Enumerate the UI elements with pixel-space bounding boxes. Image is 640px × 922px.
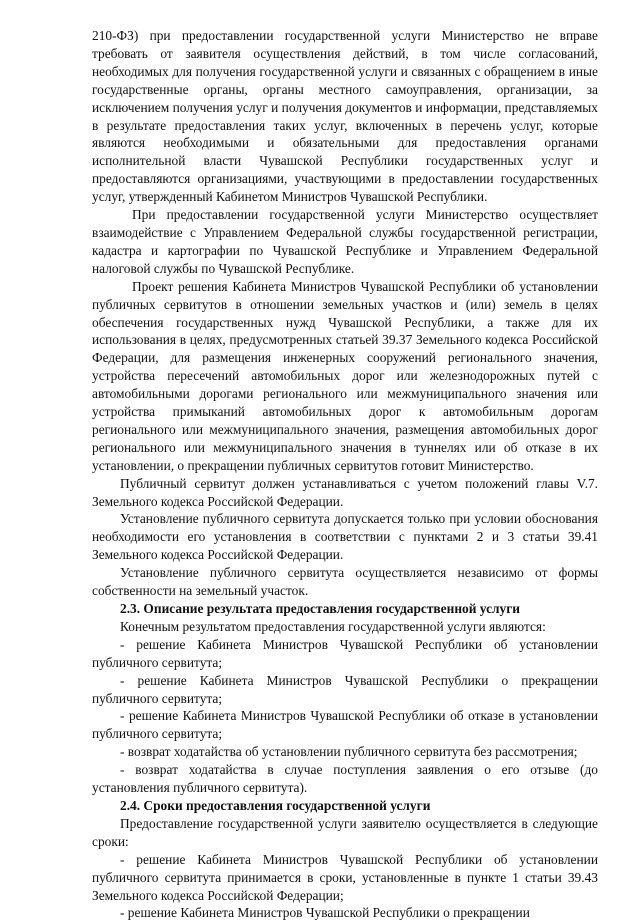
paragraph-terms-intro: Предоставление государственной услуги заявителю осуществляется в следующие сроки: — [92, 815, 598, 849]
list-item: - решение Кабинета Министров Чувашской Республики о прекращении — [120, 905, 530, 921]
paragraph-public-servitude: Публичный сервитут должен устанавливаться с учетом положений главы V.7. Земельного кодекса Российской Федерации. — [92, 475, 598, 509]
paragraph-continuation: 210-ФЗ) при предоставлении государственной услуги Министерство не вправе требовать от заявителя осуществления действий, в том числе согласований, необходимых для получения государственной услуги и связанных с обращением в иные государственные органы, органы местного самоуправления, организации, за исключением получения услуг и получения документов и информации, представляемых в результате предоставления таких услуг, включенных в перечень услуг, которые являются необходимыми и обязательными для предоставления органами исполнительной власти Чувашской Республики государственных услуг и предоставляются организациями, участвующими в предоставлении государственных услуг, утвержденный Кабинетом Министров Чувашской Республики. — [92, 28, 598, 205]
paragraph-results-intro: Конечным результатом предоставления государственной услуги являются: — [120, 618, 546, 634]
paragraph-draft-decision: Проект решения Кабинета Министров Чувашской Республики об установлении публичных сервитутов в отношении земельных участков и (или) земель в целях обеспечения государственных нужд Чувашской Республики, а также для их использования в целях, предусмотренных статьей 39.37 Земельного кодекса Российской Федерации, для размещения инженерных сооружений регионального значения, устройства пересечений автомобильных дорог или железнодорожных путей с автомобильными дорогами регионального или межмуниципального значения или устройства примыканий автомобильных дорог к автомобильным дорогам регионального или межмуниципального значения, размещения автомобильных дорог регионального или межмуниципального значения в туннелях или об отказе в их установлении, о прекращении публичных сервитутов готовит Министерство. — [92, 278, 598, 473]
paragraph-servitude-condition: Установление публичного сервитута допускается только при условии обоснования необходимости его установления в соответствии с пунктами 2 и 3 статьи 39.41 Земельного кодекса Российской Федерации. — [92, 511, 598, 563]
list-item: - решение Кабинета Министров Чувашской Республики об установлении публичного сервитута; — [92, 636, 598, 670]
list-item: - решение Кабинета Министров Чувашской Республики об отказе в установлении публичного сервитута; — [92, 708, 598, 742]
list-item: - решение Кабинета Министров Чувашской Республики об установлении публичного сервитута принимается в сроки, установленные в пункте 1 статьи 39.43 Земельного кодекса Российской Федерации; — [92, 851, 598, 903]
list-item: - возврат ходатайства в случае поступления заявления о его отзыве (до установления публичного сервитута). — [92, 762, 598, 796]
list-item: - решение Кабинета Министров Чувашской Республики о прекращении публичного сервитута; — [92, 672, 598, 706]
paragraph-interaction: При предоставлении государственной услуги Министерство осуществляет взаимодействие с Управлением Федеральной службы государственной регистрации, кадастра и картографии по Чувашской Республике и Управлением Федеральной налоговой службы по Чувашской Республике. — [92, 207, 598, 276]
section-heading-2-3: 2.3. Описание результата предоставления государственной услуги — [120, 601, 521, 616]
section-heading-2-4: 2.4. Сроки предоставления государственной услуги — [120, 797, 431, 813]
paragraph-servitude-ownership: Установление публичного сервитута осуществляется независимо от формы собственности на земельный участок. — [92, 565, 598, 599]
list-item: - возврат ходатайства об установлении публичного сервитута без рассмотрения; — [120, 744, 578, 760]
